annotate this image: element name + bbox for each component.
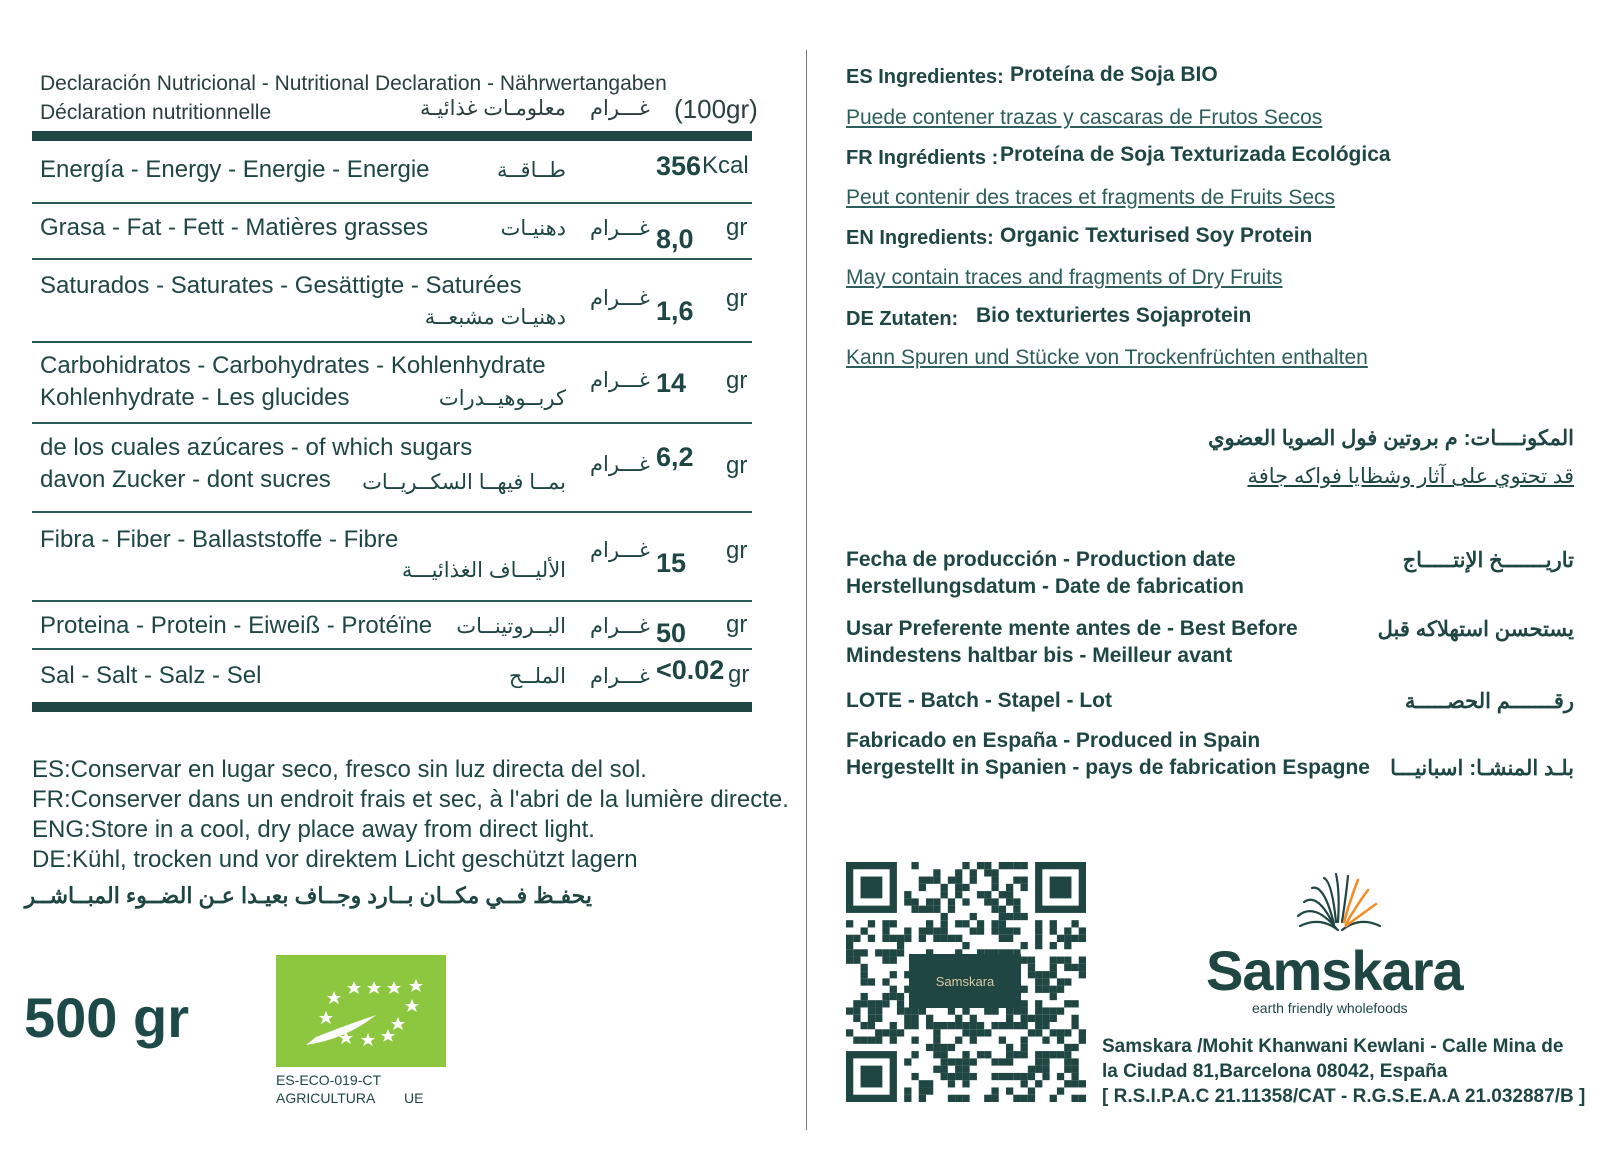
row-label: Energía - Energy - Energie - Energie [40, 156, 430, 183]
row-divider [32, 422, 752, 424]
row-arabic: بمــا فيهــا السكــريــات [362, 471, 566, 494]
ingredients-value-fr: Proteína de Soja Texturizada Ecológica [1000, 143, 1391, 166]
row-value: 356 [656, 151, 702, 181]
row-divider [32, 341, 752, 343]
storage-en: ENG:Store in a cool, dry place away from direct light. [32, 816, 595, 843]
ingredients-trace-es: Puede contener trazas y cascaras de Frutos Secos [846, 106, 1323, 129]
ingredients-label-fr: FR Ingrédients : [846, 147, 999, 169]
row-label: Carbohidratos - Carbohydrates - Kohlenhydrate [40, 352, 546, 379]
info-production-date: Fecha de producción - Production date [846, 548, 1236, 571]
row-label: Proteina - Protein - Eiweiß - Protéïne [40, 612, 433, 639]
info-production-date-arabic: تاريـــــــخ الإنتـــــاج [1402, 549, 1574, 572]
row-value: <0.02 [656, 655, 725, 685]
row-unit: gr [726, 537, 748, 564]
table-top-bar [32, 131, 752, 141]
row-arabic: الأليـــاف الغذائيـــة [401, 559, 566, 582]
info-batch: LOTE - Batch - Stapel - Lot [846, 689, 1112, 712]
row-unit: gr [726, 611, 748, 638]
row-value: 8,0 [656, 224, 694, 254]
storage-arabic: يحفـظ فــي مكــان بــارد وجــاف بعيـدا عـن الضــوء المبــاشــر [24, 883, 592, 908]
info-origin-line2: Hergestellt in Spanien - pays de fabrication Espagne [846, 756, 1370, 779]
eco-ue: UE [404, 1090, 424, 1106]
nutrition-heading-gram-arabic: غـــرام [590, 97, 650, 120]
row-label-line2: davon Zucker - dont sucres [40, 466, 331, 493]
row-divider [32, 600, 752, 602]
nutrition-heading-line1: Declaración Nutricional - Nutritional Declaration - Nährwertangaben [40, 72, 667, 95]
row-divider [32, 511, 752, 513]
row-gram-arabic: غـــرام [590, 369, 650, 392]
qr-code[interactable] [846, 862, 1086, 1102]
info-origin: Fabricado en España - Produced in Spain [846, 729, 1261, 752]
row-divider [32, 648, 752, 650]
info-production-date-line2: Herstellungsdatum - Date de fabrication [846, 575, 1244, 598]
row-value: 1,6 [656, 296, 694, 326]
vertical-divider [806, 50, 807, 1130]
nutrition-heading-per: (100gr) [674, 94, 758, 124]
net-weight: 500 gr [24, 986, 189, 1049]
row-value: 6,2 [656, 442, 694, 472]
brand-name: Samskara [1206, 939, 1463, 1002]
row-gram-arabic: غـــرام [590, 287, 650, 310]
row-value: 14 [656, 368, 687, 398]
brand-tagline: earth friendly wholefoods [1252, 1000, 1408, 1016]
ingredients-value-es: Proteína de Soja BIO [1010, 63, 1218, 86]
ingredients-trace-de: Kann Spuren und Stücke von Trockenfrüchten enthalten [846, 346, 1368, 369]
ingredients-arabic: المكونــــات: م بروتين فول الصويا العضوي [1208, 427, 1574, 450]
row-divider [32, 202, 752, 204]
row-unit: gr [726, 285, 748, 312]
eco-code: ES-ECO-019-CT [276, 1072, 382, 1088]
nutrition-heading-arabic: معلومـات غذائيـة [420, 97, 567, 120]
ingredients-trace-en: May contain traces and fragments of Dry Fruits [846, 266, 1283, 289]
info-origin-arabic: بلـد المنشـا: اسبانيـــا [1390, 757, 1574, 780]
address-line3: [ R.S.I.P.A.C 21.11358/CAT - R.G.S.E.A.A 21.032887/B ] [1102, 1086, 1586, 1107]
table-bottom-bar [32, 702, 752, 712]
info-batch-arabic: رقـــــــم الحصـــــة [1404, 690, 1574, 713]
row-gram-arabic: غـــرام [590, 453, 650, 476]
row-gram-arabic: غـــرام [590, 665, 650, 688]
storage-de: DE:Kühl, trocken und vor direktem Licht geschützt lagern [32, 846, 638, 873]
ingredients-value-en: Organic Texturised Soy Protein [1000, 224, 1313, 247]
row-arabic: الملــح [508, 665, 566, 688]
row-unit: gr [728, 661, 750, 688]
row-value: 50 [656, 618, 687, 648]
nutrition-heading-line2: Déclaration nutritionnelle [40, 101, 272, 124]
eu-leaf-stars-icon [276, 955, 446, 1067]
row-unit: Kcal [702, 152, 749, 179]
row-label: Sal - Salt - Salz - Sel [40, 662, 262, 689]
ingredients-trace-fr: Peut contenir des traces et fragments de Fruits Secs [846, 186, 1336, 209]
row-unit: gr [726, 367, 748, 394]
info-best-before: Usar Preferente mente antes de - Best Before [846, 617, 1298, 640]
row-label: de los cuales azúcares - of which sugars [40, 434, 473, 461]
info-best-before-line2: Mindestens haltbar bis - Meilleur avant [846, 644, 1233, 667]
ingredients-value-de: Bio texturiertes Sojaprotein [976, 304, 1252, 327]
row-label: Fibra - Fiber - Ballaststoffe - Fibre [40, 526, 399, 553]
row-gram-arabic: غـــرام [590, 539, 650, 562]
storage-es: ES:Conservar en lugar seco, fresco sin luz directa del sol. [32, 756, 647, 783]
row-arabic: دهنيـات [500, 217, 566, 240]
row-label: Saturados - Saturates - Gesättigte - Saturées [40, 272, 522, 299]
row-arabic: البــروتينــات [456, 615, 566, 638]
row-arabic: كربــوهيــدرات [438, 387, 566, 410]
row-unit: gr [726, 214, 748, 241]
ingredients-label-es: ES Ingredientes: [846, 66, 1004, 88]
eco-agriculture: AGRICULTURA [276, 1090, 376, 1106]
info-best-before-arabic: يستحسن استهلاكه قبل [1377, 618, 1574, 641]
row-label: Grasa - Fat - Fett - Matières grasses [40, 214, 429, 241]
ingredients-label-en: EN Ingredients: [846, 227, 994, 249]
row-value: 15 [656, 548, 687, 578]
row-arabic: دهنيـات مشبعــة [424, 306, 566, 329]
eu-organic-logo [276, 955, 446, 1067]
row-divider [32, 258, 752, 260]
brand-logo-icon [1290, 872, 1390, 936]
storage-fr: FR:Conserver dans un endroit frais et sec, à l'abri de la lumière directe. [32, 786, 789, 813]
row-unit: gr [726, 452, 748, 479]
address-line1: Samskara /Mohit Khanwani Kewlani - Calle Mina de [1102, 1036, 1564, 1057]
row-gram-arabic: غـــرام [590, 217, 650, 240]
ingredients-trace-arabic: قد تحتوي على آثار وشظايا فواكه جافة [1247, 465, 1574, 488]
qr-badge-logo: Samskara [909, 954, 1021, 1008]
ingredients-label-de: DE Zutaten: [846, 308, 959, 330]
row-gram-arabic: غـــرام [590, 615, 650, 638]
row-arabic: طــاقــة [496, 159, 566, 182]
address-line2: la Ciudad 81,Barcelona 08042, España [1102, 1061, 1448, 1082]
row-label-line2: Kohlenhydrate - Les glucides [40, 384, 350, 411]
